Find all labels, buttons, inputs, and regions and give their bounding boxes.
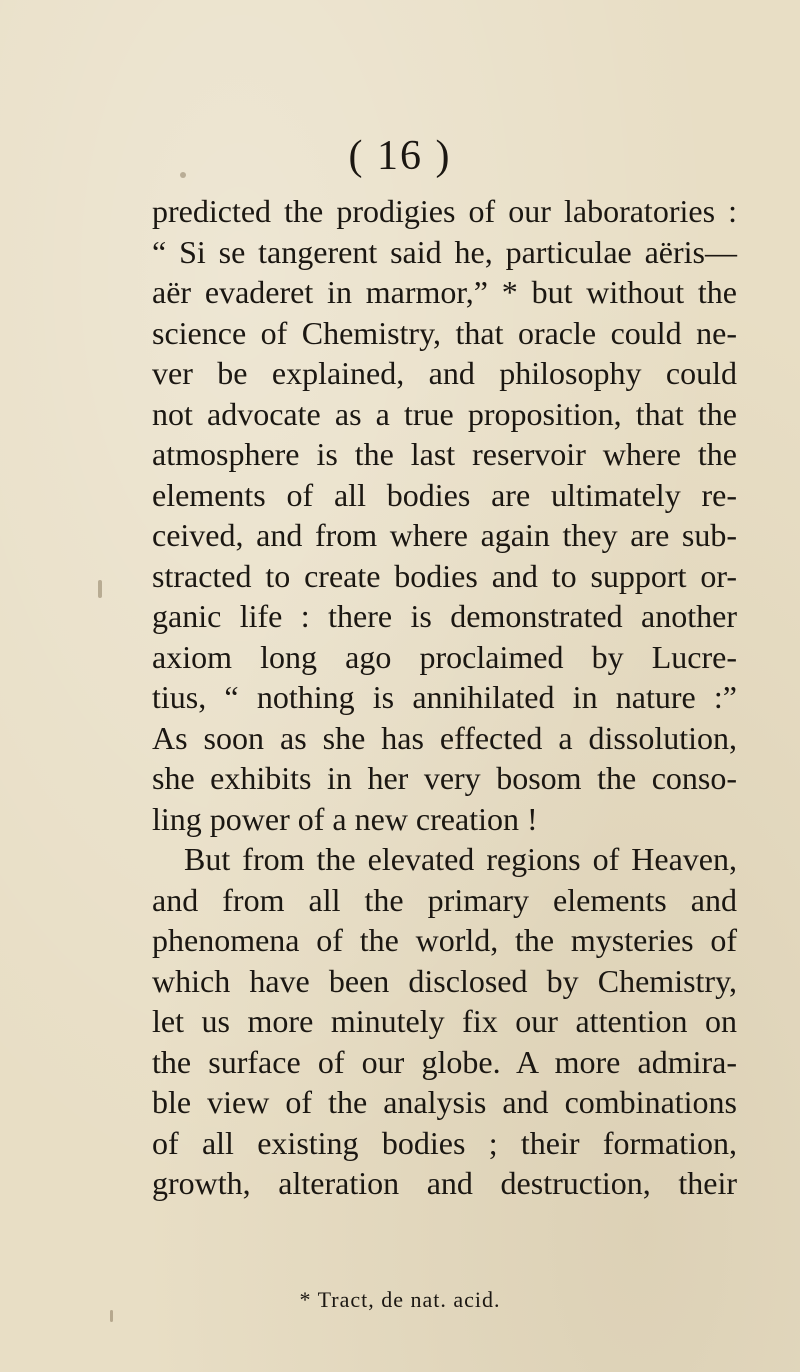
paper-spot [110,1310,113,1322]
text-line-10: stracted to create bodies and to support or- [152,557,737,594]
text-line-8: elements of all bodies are ultimately re- [152,476,737,513]
text-line-1: predicted the prodigies of our laboratories : [152,193,737,229]
text-line-24: of all existing bodies ; their formation, [152,1124,737,1161]
text-line-19: phenomena of the world, the mysteries of [152,922,737,958]
text-line-18: and from all the primary elements and [152,881,737,918]
paper-spot [98,580,102,598]
text-line-9: ceived, and from where again they are sub- [152,517,737,553]
text-line-22: the surface of our globe. A more admira- [152,1043,737,1080]
text-line-6: not advocate as a true proposition, that the [152,395,737,432]
text-line-3: aër evaderet in marmor,” * but without the [152,274,737,310]
text-line-4: science of Chemistry, that oracle could ne- [152,314,737,351]
page-number: ( 16 ) [348,133,452,179]
body-text [152,191,737,1204]
footnote: * Tract, de nat. acid. [299,1287,501,1312]
text-line-25: growth, alteration and destruction, their [152,1165,737,1201]
text-line-12: axiom long ago proclaimed by Lucre- [152,638,737,675]
text-line-23: ble view of the analysis and combinations [152,1084,737,1120]
text-line-2: “ Si se tangerent said he, particulae aëris— [152,233,737,270]
text-line-13: tius, “ nothing is annihilated in nature :” [152,679,737,715]
text-line-7: atmosphere is the last reservoir where the [152,436,737,472]
text-line-14: As soon as she has effected a dissolution, [152,719,737,756]
text-line-5: ver be explained, and philosophy could [152,355,737,391]
text-line-17: But from the elevated regions of Heaven, [184,841,737,877]
text-line-20: which have been disclosed by Chemistry, [152,962,737,999]
paper-spot [180,172,186,178]
text-line-21: let us more minutely fix our attention on [152,1003,737,1039]
text-line-15: she exhibits in her very bosom the conso- [152,760,737,796]
text-line-16: ling power of a new creation ! [152,800,538,837]
text-line-11: ganic life : there is demonstrated another [152,598,737,634]
